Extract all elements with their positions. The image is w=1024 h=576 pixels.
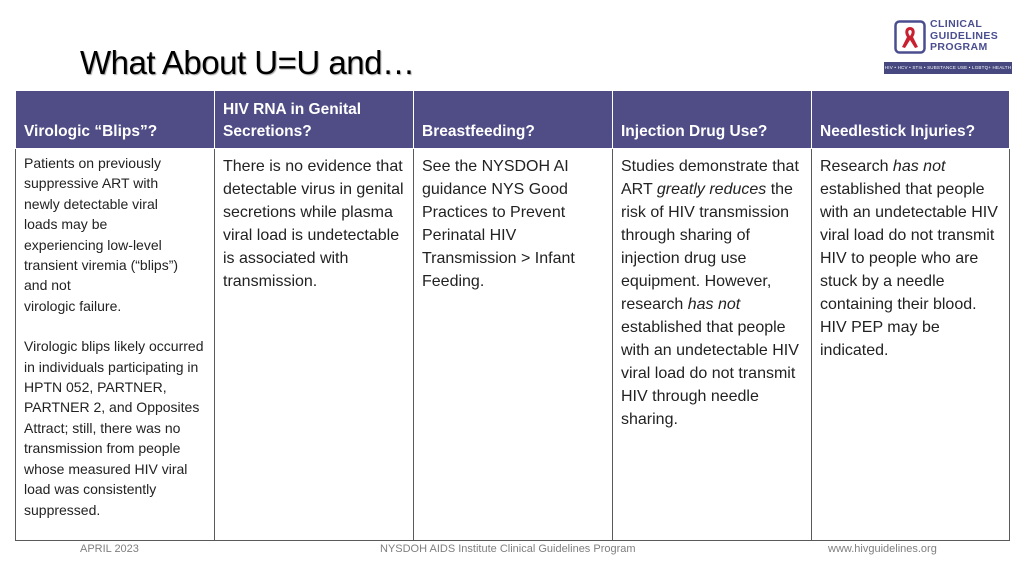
text-line: newly detectable viral xyxy=(24,195,158,212)
column-header-blips: Virologic “Blips”? xyxy=(16,91,215,149)
emphasis: has not xyxy=(892,158,946,175)
logo-line: GUIDELINES xyxy=(930,29,999,42)
cell-injection xyxy=(613,149,812,541)
logo-line: PROGRAM xyxy=(930,41,988,53)
text-line: and not xyxy=(24,277,71,294)
injection-text xyxy=(621,155,803,431)
text-run: established that people with an undetectable HIV viral load do not transmit HIV through needle sharing. xyxy=(621,319,799,428)
text-run: Studies demonstrate that ART xyxy=(621,158,799,198)
text-line: experiencing low-level xyxy=(24,236,162,253)
footer-program: NYSDOH AIDS Institute Clinical Guidelines Program xyxy=(380,543,636,555)
logo-banner: HIV • HCV • STIs • SUBSTANCE USE • LGBTQ+ HEALTH xyxy=(884,62,1012,74)
column-header-injection: Injection Drug Use? xyxy=(613,91,812,149)
footer-date: APRIL 2023 xyxy=(80,543,139,555)
text-line: transient viremia (“blips”) xyxy=(24,257,179,274)
emphasis: greatly reduces xyxy=(656,181,767,198)
clinical-guidelines-logo xyxy=(884,18,1012,78)
text-run: Research xyxy=(820,158,893,175)
blips-paragraph-2: Virologic blips likely occurred in individuals participating in HPTN 052, PARTNER, PARTNER 2, and Opposites Attract; still, there was no transmission from people whose measured HIV viral load was consistently suppressed. xyxy=(24,338,204,518)
text-line: loads may be xyxy=(24,216,108,233)
text-line: Patients on previously xyxy=(24,155,161,171)
breastfeeding-text: See the NYSDOH AI guidance NYS Good Practices to Prevent Perinatal HIV Transmission > Infant Feeding. xyxy=(422,158,575,290)
column-header-needlestick: Needlestick Injuries? xyxy=(812,91,1010,149)
table-row xyxy=(16,149,1010,541)
page-title: What About U=U and… xyxy=(80,44,415,81)
cell-breastfeeding xyxy=(414,149,613,541)
genital-text: There is no evidence that detectable virus in genital secretions while plasma viral load is undetectable is associated with transmission. xyxy=(223,158,404,290)
emphasis: has not xyxy=(687,296,741,313)
blips-paragraph-1 xyxy=(24,153,206,316)
table-header-row xyxy=(16,91,1010,149)
logo-line: CLINICAL xyxy=(930,18,983,30)
text-line: virologic failure. xyxy=(24,297,122,314)
footer-url: www.hivguidelines.org xyxy=(828,543,937,555)
column-header-genital: HIV RNA in Genital Secretions? xyxy=(215,91,414,149)
cell-needlestick xyxy=(812,149,1010,541)
text-run: established that people with an undetectable HIV viral load do not transmit HIV to people who are stuck by a needle containing their blood. HIV PEP may be indicated. xyxy=(820,181,998,359)
needlestick-text xyxy=(820,155,1001,362)
cell-genital xyxy=(215,149,414,541)
uu-comparison-table xyxy=(15,90,1010,541)
text-run: the risk of HIV transmission through sharing of injection drug use equipment. However, research xyxy=(621,181,793,313)
column-header-breastfeeding: Breastfeeding? xyxy=(414,91,613,149)
cell-blips xyxy=(16,149,215,541)
ribbon-icon xyxy=(894,20,926,54)
logo-wordmark xyxy=(930,19,1012,54)
text-line: suppressive ART with xyxy=(24,175,159,192)
